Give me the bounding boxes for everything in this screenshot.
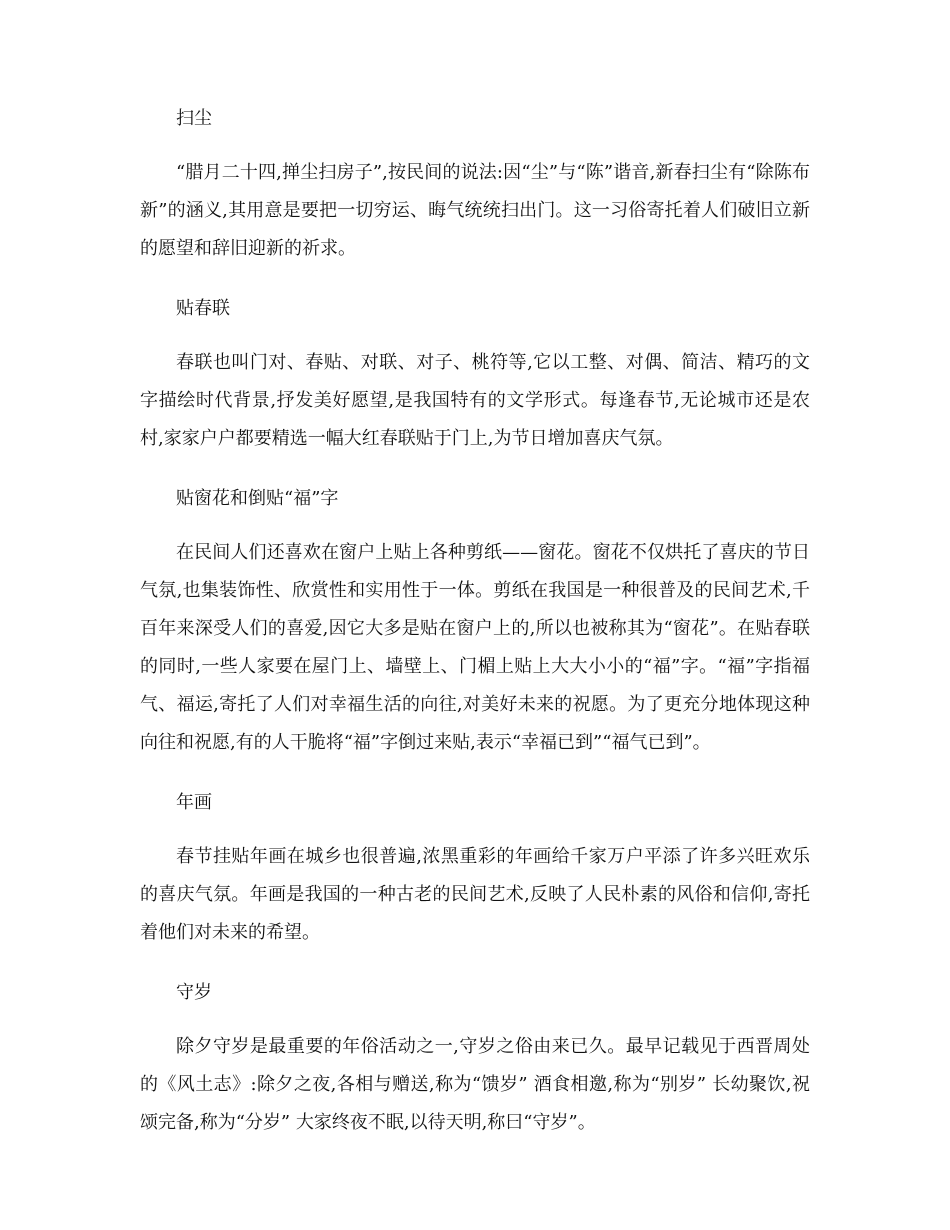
document-page: [140, 104, 810, 1168]
section-heading: 守岁: [176, 982, 212, 1003]
section-paragraph: 除夕守岁是最重要的年俗活动之一,守岁之俗由来已久。最早记载见于西晋周处的《风土志》:除夕之夜,各相与赠送,称为“馈岁” 酒食相邀,称为“别岁” 长幼聚饮,祝颂完备,称为“分岁” 大家终夜不眠,以待天明,称曰“守岁”。: [140, 1036, 810, 1133]
section-heading: 贴春联: [176, 298, 230, 319]
section-heading: 年画: [176, 792, 212, 813]
section-staying-up: [140, 978, 810, 1142]
section-spring-couplets: [140, 294, 810, 458]
section-paragraph: 春节挂贴年画在城乡也很普遍,浓黑重彩的年画给千家万户平添了许多兴旺欢乐的喜庆气氛。年画是我国的一种古老的民间艺术,反映了人民朴素的风俗和信仰,寄托着他们对未来的希望。: [140, 846, 810, 943]
section-paragraph: 在民间人们还喜欢在窗户上贴上各种剪纸——窗花。窗花不仅烘托了喜庆的节日气氛,也集装饰性、欣赏性和实用性于一体。剪纸在我国是一种很普及的民间艺术,千百年来深受人们的喜爱,因它大多是贴在窗户上的,所以也被称其为“窗花”。在贴春联的同时,一些人家要在屋门上、墙壁上、门楣上贴上大大小小的“福”字。“福”字指福气、福运,寄托了人们对幸福生活的向往,对美好未来的祝愿。为了更充分地体现这种向往和祝愿,有的人干脆将“福”字倒过来贴,表示“幸福已到”“福气已到”。: [140, 542, 810, 753]
section-paragraph: “腊月二十四,掸尘扫房子”,按民间的说法:因“尘”与“陈”谐音,新春扫尘有“除陈布新”的涵义,其用意是要把一切穷运、晦气统统扫出门。这一习俗寄托着人们破旧立新的愿望和辞旧迎新的祈求。: [140, 162, 810, 259]
section-sweeping-dust: [140, 104, 810, 268]
section-window-flowers: [140, 484, 810, 762]
section-heading: 扫尘: [176, 108, 212, 129]
section-heading: 贴窗花和倒贴“福”字: [176, 488, 339, 509]
section-new-year-paintings: [140, 788, 810, 952]
section-paragraph: 春联也叫门对、春贴、对联、对子、桃符等,它以工整、对偶、简洁、精巧的文字描绘时代背景,抒发美好愿望,是我国特有的文学形式。每逢春节,无论城市还是农村,家家户户都要精选一幅大红春联贴于门上,为节日增加喜庆气氛。: [140, 352, 810, 449]
